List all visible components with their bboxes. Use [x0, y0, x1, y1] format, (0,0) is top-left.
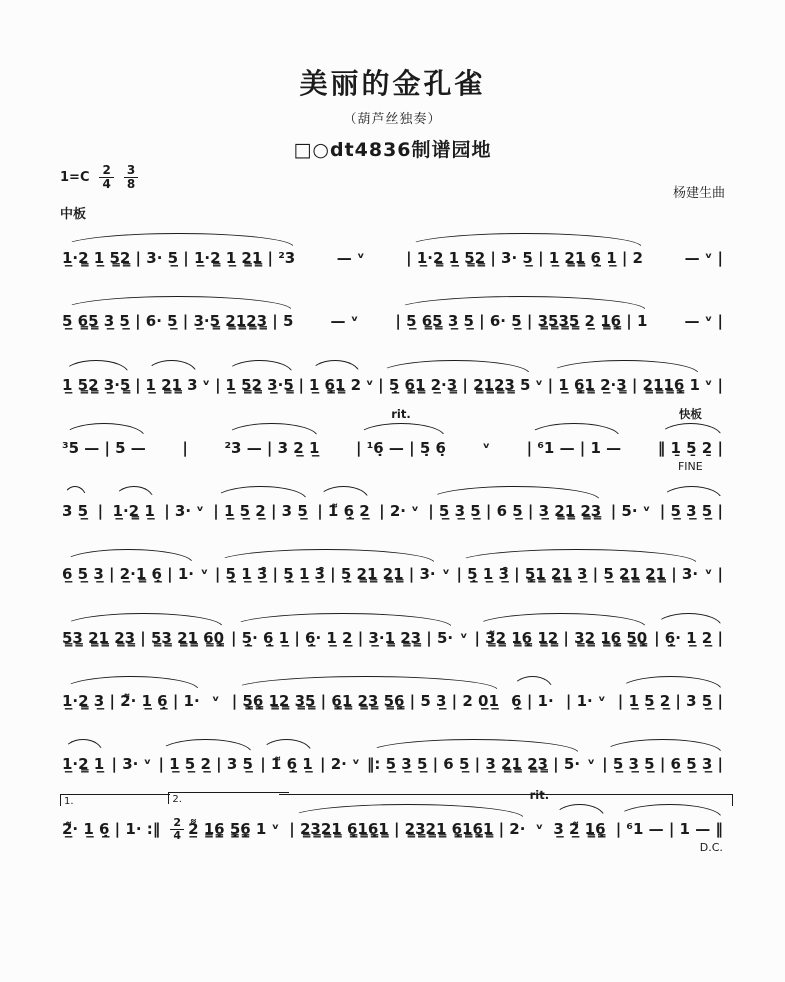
notation-segment: | 2· ᵛ — [320, 755, 360, 773]
notation-segment: | — [135, 375, 141, 394]
notation-segment: 1̲ 6̳̣1̳ 2 — [308, 375, 362, 394]
notation-segment: | 1̲ 6̳̣1̳ 2̲·3̳ | 2̳1̳1̳6̳̣ 1 — [547, 375, 700, 394]
notation-segment: | 3̳͌2̳ 1̳6̳̣ 1̳2̳ | 3̳2̳ 1̳6̳̣ 5̳0̳̣ — [474, 628, 648, 647]
score-line — [60, 691, 725, 711]
score-line — [60, 501, 725, 521]
notation-segment: 2̲͌· 1̲ 6̲̣ | 1· :‖ 1. — [62, 795, 161, 838]
notation-segment: ᵛ — [535, 375, 543, 394]
page-title: 美丽的金孔雀 — [299, 67, 486, 100]
notation-segment: | — [298, 375, 305, 394]
notation-segment: ᵛ | — [202, 375, 221, 394]
notation-segment: | 5̲ 6̳5̳ 3̲ 5̲ | 6· 5̲ | 3̳5̳3̳5̳ 2̲ 1̳6̳̣ | 1 — [395, 312, 648, 331]
notation-segment: 3̲ 2̲͌ 1̳6̳̣ — [553, 819, 606, 838]
notation-segment: | ¹6̣ — | 5̣ 6̣ rit. — [356, 406, 446, 457]
time-signature-1: $\frac{2}{4}$ — [99, 164, 113, 190]
notation-segment: 3 5̲ — [62, 502, 89, 520]
notation-segment: | 5̲̣ 1̲ 3̲̑ | 5̲̣ 1̲ 3̲̑ | 5̲̣ 2̳1̳ 2̳1̳ | 3· — [214, 565, 436, 584]
notation-segment: | 3· ᵛ — [164, 502, 204, 520]
score-line — [60, 375, 725, 395]
notation-segment: | 1̲ 5̲ 2̲ | 3 5̲ — [158, 755, 253, 773]
key-label: 1=C — [60, 169, 90, 185]
volta-label: 1. — [64, 795, 74, 807]
notation-segment: ²3 — | 3 2̲ 1̲ — [224, 438, 320, 457]
notation-segment: 6̲̣ | 1· — [511, 691, 554, 710]
notation-segment: | — [97, 502, 104, 520]
notation-segment: ᵛ — [211, 691, 220, 710]
notation-segment: | 5̲ 3̲ 5̲ | — [659, 502, 723, 520]
notation-segment: ³5 — | 5 — — [62, 438, 146, 457]
direction-marking: D.C. — [699, 841, 723, 855]
score-line — [60, 311, 725, 331]
notation-segment: | 5̲̣· 6̲̣ 1̲ | 6̲̣· 1̲ 2̲ | 3̲·1̳ 2̳3̳ | 5· — [230, 628, 454, 647]
notation-segment: — ᵛ — [336, 249, 365, 267]
notation-segment: 1̲ 2̳1̳ 3 — [145, 375, 198, 394]
notation-segment: ᵛ — [200, 565, 209, 584]
score-line — [60, 248, 725, 268]
notation-segment: ‖ 1̱ 5̱ 2̱ | 快板 FINE — [657, 406, 723, 474]
notation-segment: | 5̲ 3̲ 5̲ | 6 5̲ | 3̲ 2̳1̳ 2̳3̳ — [428, 502, 602, 520]
score-line — [60, 628, 725, 648]
expression-marking: 快板 — [678, 406, 702, 421]
score-line — [60, 564, 725, 584]
notation-segment: 1̲·2̳ 1̲ 5̳2̳ | 3· 5̲ | 1̲·2̳ 1̲ 2̳1̳ | ²3 — [62, 249, 296, 267]
meta-row — [60, 164, 725, 201]
time-signature-2: $\frac{3}{8}$ — [124, 164, 138, 190]
notation-segment: ᵛ — [442, 565, 450, 584]
expression-marking: rit. — [529, 787, 550, 802]
notation-segment: | 5· ᵛ — [610, 502, 651, 520]
notation-segment: | 6̲̣· 1̲ 2̲ | — [654, 628, 723, 647]
notation-segment: 1̲ 5̳2̳ 3̲·5̳ — [62, 375, 131, 394]
notation-segment: 1̲·2̳ 1̲ — [112, 502, 155, 520]
notation-segment: 5̳3̳ 2̳1̳ 2̳3̳ | 5̳3̳ 2̳1̳ 6̳0̳̣ — [62, 628, 225, 647]
notation-segment: | 1͌ 6̲̣ 1̲ — [260, 755, 313, 773]
notation-segment: | 5̲̣ 6̳̣1̳ 2̲·3̳ | 2̳1̳2̳3̳ 5 — [378, 375, 531, 394]
notation-segment: ᵛ — [460, 628, 468, 647]
notation-segment: $\frac{2}{4}$ 2̲͌ 1̳6̳̣ 5̳̣6̳̣ 1 ᵛ 2. — [168, 817, 281, 841]
tempo-marking: 中板 — [60, 207, 87, 222]
notation-segment: | 5̲ 3̲ 5̲ | 6̲ 5̲ 3̲ | — [602, 755, 723, 773]
watermark: □○dt4836制谱园地 — [293, 139, 492, 161]
notation-segment: | 1̲·2̳ 1̲ 5̳2̳ | 3· 5̲ | 1̲ 2̳1̳ 6̲̣ 1̲ | 2 — [406, 249, 643, 267]
volta-label: 2. — [172, 794, 182, 806]
notation-segment: ‖: 5̲ 3̲ 5̲ | 6 5̲ | 3̲ 2̳1̳ 2̳3̳ | 5· — [366, 755, 581, 773]
direction-marking: FINE — [677, 460, 703, 474]
score-line — [60, 754, 725, 774]
notation-segment: | 1· ᵛ — [565, 691, 606, 710]
notation-segment: | 2· ᵛ — [379, 502, 419, 520]
notation-segment: | 1͌ 6̲̣ 2̲ — [317, 502, 370, 520]
notation-segment: — ᵛ — [330, 312, 359, 331]
score-line — [60, 406, 725, 474]
notation-segment: | 5̲̣ 1̲ 3̲̑ | 5̳̣1̳ 2̳1̳ 3̲ | 5̲ 2̳1̳ 2̳1̳ | 3· — [456, 565, 699, 584]
notation-segment: ᵛ — [587, 755, 595, 773]
composer-credit: 杨建生曲 — [672, 186, 725, 201]
notation-segment: | 5̳̣6̳̣ 1̳2̳ 3̳5̳ | 6̳̣1̳ 2̳3̳ 5̳6̳̣ | 5 3̲ | 2 0̲1̲ — [231, 691, 499, 710]
notation-segment: 5̲ 6̳5̳ 3̲ 5̲ | 6· 5̲ | 3̲·5̳ 2̳1̳2̳3̳ | 5 — [62, 312, 294, 331]
notation-segment: 1̲·2̳ 1̲ — [62, 755, 105, 773]
notation-segment: | ⁶1 — | 1 — — [526, 438, 622, 457]
key-signature — [60, 164, 138, 190]
notation-segment: — ᵛ | — [684, 249, 723, 267]
inline-time-signature: $\frac{2}{4}$ — [170, 817, 184, 841]
subtitle: （葫芦丝独奏） — [343, 112, 442, 127]
notation-segment: ᵛ | — [704, 375, 723, 394]
notation-segment: | 1̲ 5̲ 2̲ | 3 5̲ — [213, 502, 308, 520]
notation-segment: ᵛ rit. — [529, 787, 550, 838]
notation-segment: — ᵛ | — [684, 312, 723, 331]
notation-segment: 1̲ 5̳2̳ 3̲·5̳ — [225, 375, 294, 394]
notation-segment: | 3· ᵛ — [111, 755, 152, 773]
notation-segment: 6̲ 5̲ 3̲ | 2̲·1̳ 6̲̣ | 1· — [62, 565, 194, 584]
notation-segment: | 2̳3̳2̳1̳ 6̳̣1̳6̳̣1̳ | 2̳3̳2̳1̳ 6̳̣1̳6̳̣1̳ | 2· — [289, 819, 526, 838]
notation-segment: ᵛ — [482, 438, 491, 457]
score — [60, 248, 725, 855]
expression-marking: rit. — [391, 406, 411, 421]
notation-segment: | — [182, 438, 188, 457]
score-line — [60, 787, 725, 855]
notation-segment: ᵛ — [365, 375, 374, 394]
notation-segment: | 1̲ 5̲ 2̲ | 3 5̲ | — [617, 691, 723, 710]
notation-segment: ᵛ | — [704, 565, 723, 584]
notation-segment: | ⁶1 — | 1 — ‖ D.C. — [615, 819, 723, 855]
notation-segment: 1̲·2̳ 3̲ | 2͌· 1̲ 6̲̣ | 1· — [62, 691, 200, 710]
